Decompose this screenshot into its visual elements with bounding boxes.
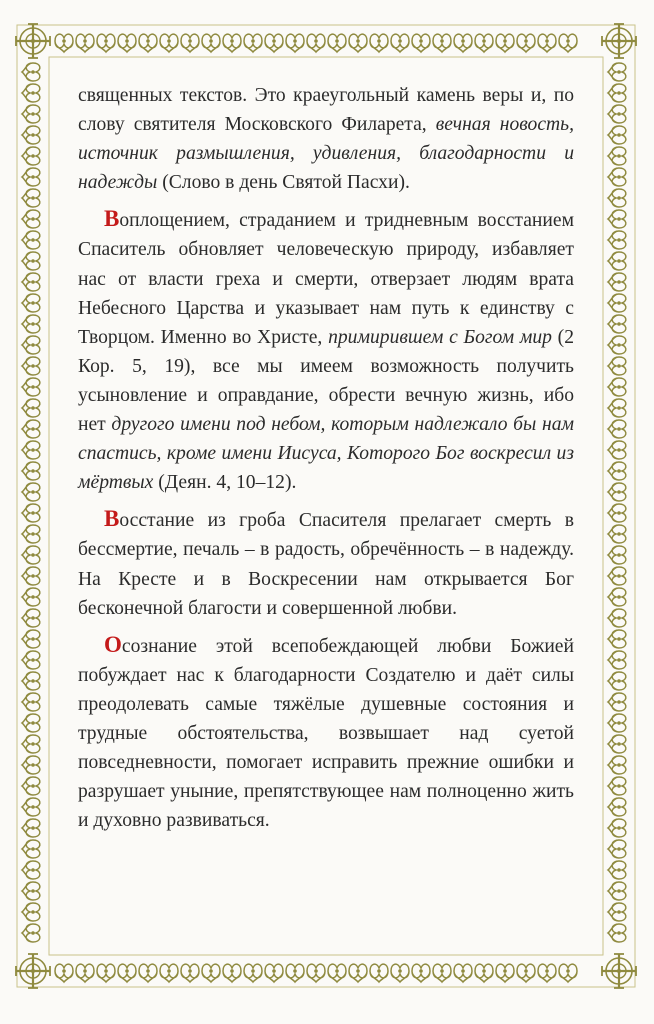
- border-motif: [608, 924, 626, 942]
- border-motif: [608, 399, 626, 417]
- border-motif: [559, 34, 577, 52]
- border-motif: [160, 34, 178, 52]
- border-motif: [55, 34, 73, 52]
- paragraph-2-quote-1: примирившем с Богом мир: [328, 326, 552, 348]
- border-motif: [608, 147, 626, 165]
- border-motif: [608, 84, 626, 102]
- border-motif: [22, 882, 40, 900]
- border-motif: [181, 964, 199, 982]
- border-motif: [22, 840, 40, 858]
- border-motif: [22, 231, 40, 249]
- paragraph-1-part-1: священных текстов. Это краеугольный камень веры и, по слову святителя Московского Филарета,: [78, 85, 574, 136]
- border-motif: [475, 34, 493, 52]
- border-motif: [608, 672, 626, 690]
- border-motif: [22, 168, 40, 186]
- border-motif: [391, 964, 409, 982]
- border-motif: [202, 964, 220, 982]
- border-motif: [608, 420, 626, 438]
- border-motif: [608, 546, 626, 564]
- paragraph-1-part-2: (Слово в день Святой Пасхи).: [157, 172, 410, 194]
- border-motif: [97, 964, 115, 982]
- border-motif: [370, 964, 388, 982]
- paragraph-2-part-1: оплощением, страданием и тридневным восстанием Спаситель обновляет человеческую природу, избавляет нас от власти греха и смерти, отверзает людям врата Небесного Царства и указывает нам путь к единству с Творцом. Именно во Христе,: [78, 210, 574, 348]
- border-motif: [22, 462, 40, 480]
- paragraph-1: [78, 81, 574, 197]
- border-motif: [608, 588, 626, 606]
- border-motif: [608, 231, 626, 249]
- border-motif: [307, 964, 325, 982]
- border-motif: [223, 34, 241, 52]
- border-motif: [349, 964, 367, 982]
- border-motif: [517, 964, 535, 982]
- border-motif: [608, 483, 626, 501]
- border-motif: [608, 168, 626, 186]
- border-motif: [22, 714, 40, 732]
- border-motif: [496, 34, 514, 52]
- border-motif: [76, 34, 94, 52]
- border-motif: [22, 588, 40, 606]
- paragraph-3-part-1: осстание из гроба Спасителя прелагает смерть в бессмертие, печаль – в радость, обречённость – в надежду. На Кресте и в Воскресении нам открывается Бог бесконечной благости и совершенной любви.: [78, 510, 574, 619]
- page-text: [78, 81, 574, 835]
- border-motif: [307, 34, 325, 52]
- border-motif: [22, 84, 40, 102]
- border-motif: [244, 34, 262, 52]
- border-motif: [608, 315, 626, 333]
- border-motif: [22, 147, 40, 165]
- border-motif: [244, 964, 262, 982]
- border-motif: [22, 525, 40, 543]
- border-motif: [22, 651, 40, 669]
- border-motif: [517, 34, 535, 52]
- border-motif: [55, 964, 73, 982]
- border-motif: [608, 903, 626, 921]
- border-motif: [608, 273, 626, 291]
- border-motif: [608, 462, 626, 480]
- border-motif: [328, 34, 346, 52]
- border-motif: [22, 756, 40, 774]
- border-motif: [139, 34, 157, 52]
- paragraph-2-part-2: (2 Кор. 5, 19), все мы имеем возможность получить усыновление и оправдание, обрести вечную жизнь, ибо нет: [78, 326, 574, 436]
- border-motif: [22, 399, 40, 417]
- border-motif: [608, 294, 626, 312]
- border-motif: [265, 34, 283, 52]
- border-motif: [286, 964, 304, 982]
- border-motif: [608, 819, 626, 837]
- border-motif: [22, 126, 40, 144]
- border-motif: [160, 964, 178, 982]
- border-motif: [370, 34, 388, 52]
- border-motif: [608, 441, 626, 459]
- border-motif: [22, 420, 40, 438]
- border-motif: [608, 504, 626, 522]
- border-motif: [22, 210, 40, 228]
- border-motif: [608, 210, 626, 228]
- border-motif: [608, 840, 626, 858]
- border-motif: [181, 34, 199, 52]
- drop-cap: В: [104, 506, 120, 532]
- border-motif: [412, 964, 430, 982]
- border-motif: [22, 672, 40, 690]
- border-motif: [608, 756, 626, 774]
- border-motif: [608, 126, 626, 144]
- border-motif: [22, 546, 40, 564]
- border-motif: [22, 504, 40, 522]
- border-motif: [454, 964, 472, 982]
- border-motif: [118, 34, 136, 52]
- border-motif: [608, 105, 626, 123]
- border-motif: [22, 630, 40, 648]
- border-motif: [22, 294, 40, 312]
- border-motif: [22, 819, 40, 837]
- border-motif: [608, 378, 626, 396]
- border-motif: [22, 567, 40, 585]
- orthodox-cross-ornament-icon: [602, 954, 636, 988]
- orthodox-cross-ornament-icon: [16, 24, 50, 58]
- border-motif: [22, 483, 40, 501]
- border-motif: [349, 34, 367, 52]
- border-motif: [496, 964, 514, 982]
- paragraph-2-part-3: (Деян. 4, 10–12).: [153, 472, 297, 494]
- border-motif: [286, 34, 304, 52]
- border-motif: [608, 252, 626, 270]
- border-motif: [454, 34, 472, 52]
- orthodox-cross-ornament-icon: [16, 954, 50, 988]
- drop-cap: О: [104, 631, 122, 657]
- paragraph-4-part-1: сознание этой всепобеждающей любви Божией побуждает нас к благодарности Создателю и даёт силы преодолевать самые тяжёлые душевные состояния и трудные обстоятельства, возвышает над суетой повседневности, помогает исправить прежние ошибки и разрушает уныние, препятствующее нам полноценно жить и духовно развиваться.: [78, 635, 574, 832]
- paragraph-4: [78, 630, 574, 836]
- border-motif: [223, 964, 241, 982]
- border-motif: [433, 964, 451, 982]
- border-motif: [22, 861, 40, 879]
- border-motif: [608, 861, 626, 879]
- border-motif: [433, 34, 451, 52]
- border-motif: [97, 34, 115, 52]
- border-motif: [265, 964, 283, 982]
- border-motif: [608, 336, 626, 354]
- border-motif: [608, 189, 626, 207]
- drop-cap: В: [104, 206, 120, 232]
- border-motif: [608, 798, 626, 816]
- border-motif: [608, 714, 626, 732]
- border-motif: [608, 651, 626, 669]
- border-motif: [22, 378, 40, 396]
- border-motif: [22, 903, 40, 921]
- border-motif: [76, 964, 94, 982]
- border-motif: [412, 34, 430, 52]
- border-motif: [22, 273, 40, 291]
- border-motif: [22, 441, 40, 459]
- border-motif: [559, 964, 577, 982]
- border-motif: [475, 964, 493, 982]
- border-motif: [22, 105, 40, 123]
- border-motif: [22, 693, 40, 711]
- border-motif: [391, 34, 409, 52]
- border-motif: [608, 693, 626, 711]
- border-motif: [608, 525, 626, 543]
- border-motif: [608, 63, 626, 81]
- border-motif: [608, 882, 626, 900]
- border-motif: [22, 336, 40, 354]
- border-motif: [22, 252, 40, 270]
- border-motif: [538, 34, 556, 52]
- border-motif: [22, 189, 40, 207]
- border-motif: [22, 798, 40, 816]
- border-motif: [22, 357, 40, 375]
- paragraph-1-quote: вечная новость, источник размышления, удивления, благодарности и надежды: [78, 114, 574, 194]
- border-motif: [538, 964, 556, 982]
- border-motif: [608, 630, 626, 648]
- border-motif: [608, 357, 626, 375]
- paragraph-3: [78, 504, 574, 622]
- border-motif: [608, 567, 626, 585]
- border-motif: [608, 777, 626, 795]
- border-motif: [22, 609, 40, 627]
- border-motif: [608, 609, 626, 627]
- border-motif: [22, 777, 40, 795]
- border-motif: [202, 34, 220, 52]
- border-motif: [608, 735, 626, 753]
- border-motif: [328, 964, 346, 982]
- orthodox-cross-ornament-icon: [602, 24, 636, 58]
- border-motif: [139, 964, 157, 982]
- paragraph-2-quote-2: другого имени под небом, которым надлежало бы нам спастись, кроме имени Иисуса, Которого Бог воскресил из мёртвых: [78, 414, 574, 494]
- border-motif: [22, 924, 40, 942]
- border-motif: [22, 63, 40, 81]
- border-motif: [118, 964, 136, 982]
- border-motif: [22, 315, 40, 333]
- paragraph-2: [78, 204, 574, 497]
- border-motif: [22, 735, 40, 753]
